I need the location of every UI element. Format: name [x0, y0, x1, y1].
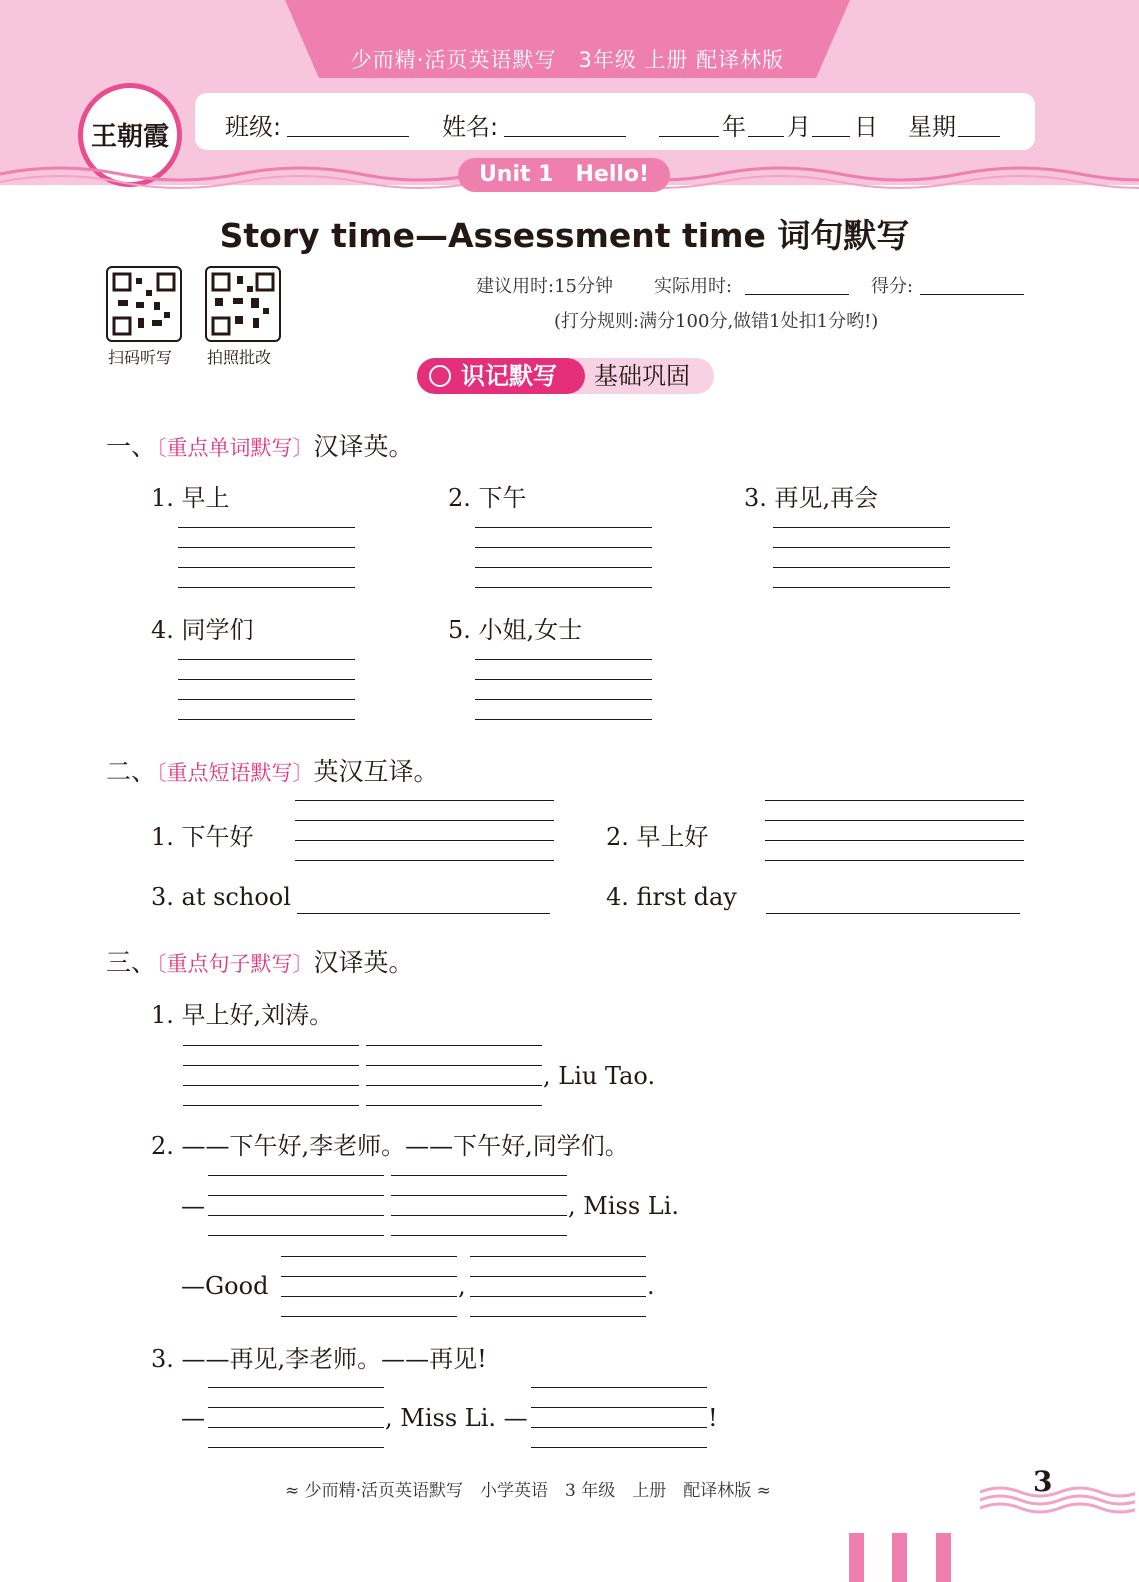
footer-bar [936, 1533, 951, 1582]
part3-q2b-blank-2[interactable] [470, 1256, 646, 1318]
part2-answer-1[interactable] [295, 800, 554, 862]
part3-q2b-blank-1[interactable] [281, 1256, 457, 1318]
part1-answer-1[interactable] [178, 527, 355, 589]
page-title: Story time—Assessment time 词句默写 [219, 216, 910, 255]
part1-answer-2[interactable] [475, 527, 652, 589]
part3-q1-tail: , Liu Tao. [543, 1062, 656, 1090]
part2-title: 英汉互译。 [313, 757, 439, 786]
part2-item-1: 1. 下午好 [151, 823, 254, 851]
part3-q2b-period: . [647, 1272, 655, 1300]
part3-heading [106, 943, 414, 979]
part2-item-4: 4. first day [606, 883, 737, 911]
part3-q1-blank-2[interactable] [366, 1045, 542, 1107]
photo-qr-caption: 拍照批改 [207, 348, 272, 367]
series-title: 少而精·活页英语默写 3年级 上册 配译林版 [350, 48, 785, 72]
section-pill-secondary: 基础巩固 [594, 362, 690, 390]
logo-text: 王朝霞 [90, 122, 169, 152]
part3-q3-blank-2[interactable] [531, 1387, 707, 1449]
unit-label: Unit 1 Hello! [458, 158, 670, 192]
part1-item-2: 2. 下午 [448, 484, 527, 512]
part3-q3-blank-1[interactable] [208, 1387, 384, 1449]
part3-q2-blank-2[interactable] [391, 1175, 567, 1237]
part2-answer-4[interactable] [766, 913, 1020, 914]
week-field[interactable] [958, 136, 1000, 137]
photo-qr-code[interactable] [205, 266, 281, 342]
part1-item-3: 3. 再见,再会 [744, 484, 879, 512]
day-field[interactable] [812, 136, 850, 137]
part3-title: 汉译英。 [313, 948, 414, 977]
part3-q3-tail: ! [708, 1404, 718, 1432]
part1-answer-5[interactable] [475, 659, 652, 721]
score-label: 得分: [871, 276, 914, 297]
part1-title: 汉译英。 [313, 432, 414, 461]
actual-time-field[interactable] [745, 294, 849, 295]
footer-wave-icon [980, 1484, 1135, 1514]
part3-q2b-lead: —Good [181, 1272, 269, 1300]
month-label: 月 [787, 113, 811, 141]
medal-icon [429, 365, 451, 387]
part2-tag: 〔重点短语默写〕 [156, 761, 314, 785]
section-pill-primary [417, 358, 585, 394]
part1-answer-4[interactable] [178, 659, 355, 721]
part3-q2-dash: — [181, 1192, 205, 1220]
part2-answer-3[interactable] [297, 913, 550, 914]
footer-text: ≈ 少而精·活页英语默写 小学英语 3 年级 上册 配译林版 ≈ [285, 1481, 771, 1501]
listen-qr-code[interactable] [106, 266, 182, 342]
name-field[interactable] [504, 136, 626, 137]
suggested-time: 建议用时:15分钟 [476, 276, 613, 297]
part2-number: 二、 [106, 757, 157, 786]
part2-heading [106, 752, 439, 788]
part1-heading [106, 427, 414, 463]
page-number: 3 [1033, 1465, 1053, 1498]
qr-icon [207, 268, 279, 340]
year-field[interactable] [659, 136, 719, 137]
part3-q2-tail: , Miss Li. [568, 1192, 680, 1220]
day-label: 日 [854, 113, 878, 141]
part1-item-5: 5. 小姐,女士 [448, 616, 583, 644]
name-label: 姓名: [442, 113, 499, 141]
score-field[interactable] [920, 294, 1024, 295]
month-field[interactable] [748, 136, 784, 137]
part3-q3: 3. ——再见,李老师。——再见! [151, 1345, 487, 1373]
scoring-rule: (打分规则:满分100分,做错1处扣1分哟!) [554, 311, 879, 332]
part3-q2: 2. ——下午好,李老师。——下午好,同学们。 [151, 1132, 629, 1160]
part3-q3-dash: — [181, 1404, 205, 1432]
part3-q2b-comma: , [458, 1272, 466, 1300]
part1-number: 一、 [106, 432, 157, 461]
part1-item-4: 4. 同学们 [151, 616, 254, 644]
part3-q3-mid: , Miss Li. — [385, 1404, 528, 1432]
part2-answer-2[interactable] [765, 800, 1024, 862]
class-field[interactable] [287, 136, 409, 137]
part1-tag: 〔重点单词默写〕 [156, 436, 314, 460]
qr-icon [108, 268, 180, 340]
part3-q1: 1. 早上好,刘涛。 [151, 1001, 334, 1029]
part2-item-3: 3. at school [151, 883, 291, 911]
footer-bar [892, 1533, 907, 1582]
part1-answer-3[interactable] [773, 527, 950, 589]
footer-bar [849, 1533, 864, 1582]
part3-q2-blank-1[interactable] [208, 1175, 384, 1237]
part3-number: 三、 [106, 948, 157, 977]
part3-q1-blank-1[interactable] [183, 1045, 359, 1107]
part3-tag: 〔重点句子默写〕 [156, 952, 314, 976]
section-primary-text: 识记默写 [461, 362, 557, 390]
week-label: 星期 [908, 113, 956, 141]
listen-qr-caption: 扫码听写 [108, 348, 173, 367]
part1-item-1: 1. 早上 [151, 484, 230, 512]
year-label: 年 [722, 113, 746, 141]
part2-item-2: 2. 早上好 [606, 823, 709, 851]
actual-time-label: 实际用时: [654, 276, 733, 297]
class-label: 班级: [225, 113, 282, 141]
